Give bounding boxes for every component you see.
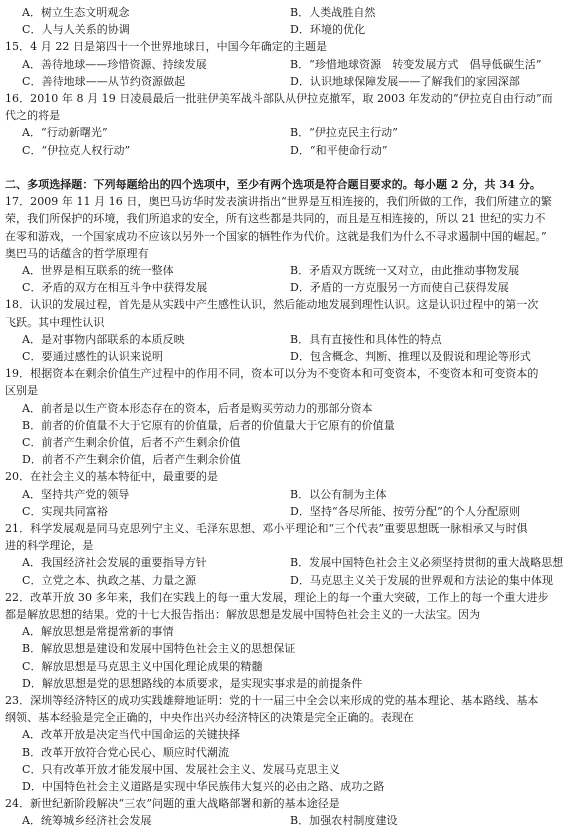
option-full: B．改革开放符合党心民心、顺应时代潮流	[22, 745, 230, 759]
option-full: C．解放思想是马克思主义中国化理论成果的精髓	[22, 659, 263, 673]
text-line	[0, 726, 580, 744]
option-left: C．善待地球——从节约资源做起	[22, 74, 186, 88]
option-right: D．马克思主义关于发展的世界观和方法论的集中体现	[290, 573, 554, 587]
question-continuation: 代之的将是	[5, 109, 61, 123]
text-line	[0, 812, 580, 830]
text-line	[0, 124, 580, 142]
text-line	[0, 176, 580, 194]
text-line	[0, 107, 580, 125]
option-left: A．是对事物内部联系的本质反映	[22, 332, 185, 346]
question-continuation: 纲领、基本经验是完全正确的，中央作出兴办经济特区的决策是完全正确的。表现在	[5, 711, 414, 725]
option-right: B．“伊拉克民主行动”	[290, 126, 398, 140]
text-line	[0, 658, 580, 676]
text-line	[0, 709, 580, 727]
option-left: A．我国经济社会发展的重要指导方针	[22, 556, 207, 570]
text-line	[0, 159, 580, 177]
text-line	[0, 692, 580, 710]
option-left: A．树立生态文明观念	[22, 6, 130, 19]
text-line	[0, 778, 580, 796]
question-continuation: 进的科学理论，是	[5, 539, 94, 553]
text-line	[0, 486, 580, 504]
text-line	[0, 503, 580, 521]
option-right: B．具有直接性和具体性的特点	[290, 332, 442, 346]
question-stem: 20．在社会主义的基本特征中，最重要的是	[5, 470, 218, 484]
text-line	[0, 262, 580, 280]
text-line	[0, 38, 580, 56]
question-stem: 23．深圳等经济特区的成功实践雄辩地证明：党的十一届三中全会以来形成的党的基本理论、基本路线、基本	[5, 694, 539, 707]
text-line	[0, 365, 580, 383]
text-line	[0, 675, 580, 693]
text-line	[0, 434, 580, 452]
option-right: D．包含概念、判断、推理以及假说和理论等形式	[290, 350, 531, 363]
option-full: B．解放思想是建设和发展中国特色社会主义的思想保证	[22, 642, 296, 656]
question-continuation: 飞跃。其中理性认识	[5, 315, 105, 329]
option-right: B．矛盾双方既统一又对立，由此推动事物发展	[290, 264, 520, 277]
text-line	[0, 21, 580, 39]
text-line	[0, 90, 580, 108]
option-full: D．前者不产生剩余价值，后者产生剩余价值	[22, 453, 241, 467]
question-stem: 22．改革开放 30 多年来，我们在实践上的每一重大发展，理论上的每一个重大突破，工作上的每一个重大进步	[5, 590, 549, 604]
text-line	[0, 468, 580, 486]
option-left: A．坚持共产党的领导	[22, 487, 130, 501]
text-line	[0, 73, 580, 91]
option-right: B．加强农村制度建设	[290, 814, 398, 828]
question-continuation: 奥巴马的话蕴含的哲学原理有	[5, 246, 149, 260]
question-stem: 21．科学发展观是同马克思列宁主义、毛泽东思想、邓小平理论和“三个代表”重要思想既一脉相承又与时俱	[5, 522, 528, 535]
question-stem: 15．4 月 22 日是第四十一个世界地球日，中国今年确定的主题是	[5, 40, 328, 54]
text-line	[0, 537, 580, 555]
option-left: A．“行动新曙光”	[22, 126, 108, 140]
option-left: A．善待地球——珍惜资源、持续发展	[22, 57, 207, 71]
text-line	[0, 331, 580, 349]
text-line	[0, 554, 580, 572]
text-line	[0, 761, 580, 779]
text-line	[0, 451, 580, 469]
text-line	[0, 382, 580, 400]
option-right: B．“珍惜地球资源 转变发展方式 倡导低碳生活”	[290, 57, 542, 71]
section-heading: 二、多项选择题：下列每题给出的四个选项中，至少有两个选项是符合题目要求的。每小题 2 分，共 34 分。	[5, 178, 541, 191]
text-line	[0, 744, 580, 762]
text-line	[0, 400, 580, 418]
question-continuation: 区别是	[5, 384, 39, 398]
option-full: D．解放思想是党的思想路线的本质要求，是实现实事求是的前提条件	[22, 676, 363, 690]
option-full: C．前者产生剩余价值，后者不产生剩余价值	[22, 436, 241, 449]
question-stem: 19．根据资本在剩余价值生产过程中的作用不同，资本可以分为不变资本和可变资本，不变资本和可变资本的	[5, 367, 539, 381]
text-line	[0, 210, 580, 228]
text-line	[0, 296, 580, 314]
option-left: A．统筹城乡经济社会发展	[22, 814, 152, 828]
option-full: A．改革开放是决定当代中国命运的关键抉择	[22, 728, 240, 742]
question-stem: 24．新世纪新阶段解决“三农”问题的重大战略部署和新的基本途径是	[5, 797, 340, 811]
option-left: A．世界是相互联系的统一整体	[22, 264, 174, 277]
option-right: D．环境的优化	[290, 23, 366, 37]
text-line	[0, 245, 580, 263]
option-right: B．以公有制为主体	[290, 487, 387, 501]
option-right: D．矛盾的一方克服另一方而使自己获得发展	[290, 281, 509, 295]
text-line	[0, 520, 580, 538]
question-stem: 17．2009 年 11 月 16 日，奥巴马访华时发表演讲指出“世界是互相连接的，我们所做的工作，我们所建立的繁	[5, 195, 552, 209]
text-line	[0, 348, 580, 366]
text-line	[0, 228, 580, 246]
option-full: C．只有改革开放才能发展中国、发展社会主义、发展马克思主义	[22, 762, 340, 776]
option-right: D．认识地球保障发展——了解我们的家园深部	[290, 74, 520, 88]
option-full: B．前者的价值量不大于它原有的价值量，后者的价值量大于它原有的价值量	[22, 418, 395, 432]
option-full: A．前者是以生产资本形态存在的资本，后者是购买劳动力的那部分资本	[22, 401, 373, 415]
text-line	[0, 623, 580, 641]
option-left: C．立党之本、执政之基、力量之源	[22, 573, 197, 587]
option-full: D．中国特色社会主义道路是实现中华民族伟大复兴的必由之路、成功之路	[22, 780, 385, 793]
text-line	[0, 193, 580, 211]
text-line	[0, 640, 580, 658]
option-right: B．人类战胜自然	[290, 6, 376, 19]
option-right: B．发展中国特色社会主义必须坚持贯彻的重大战略思想	[290, 556, 564, 570]
text-line	[0, 606, 580, 624]
option-left: C．要通过感性的认识来说明	[22, 350, 164, 363]
text-line	[0, 417, 580, 435]
question-continuation: 荣，我们所保护的环境，我们所追求的安全，所有这些都是共同的，而且是互相连接的，所以 21 世纪的实力不	[5, 212, 546, 226]
text-line	[0, 142, 580, 160]
option-left: C．“伊拉克人权行动”	[22, 143, 131, 157]
text-line	[0, 589, 580, 607]
text-line	[0, 795, 580, 813]
option-left: C．矛盾的双方在相互斗争中获得发展	[22, 281, 208, 295]
option-left: C．实现共同富裕	[22, 504, 108, 518]
question-stem: 16．2010 年 8 月 19 日凌晨最后一批驻伊美军战斗部队从伊拉克撤军，取 2003 年发动的“伊拉克自由行动”而	[5, 92, 553, 105]
question-continuation: 在零和游戏，一个国家成功不应该以另外一个国家的牺牲作为代价。这就是我们为什么不寻求遏制中国的崛起。”	[5, 229, 547, 243]
text-line	[0, 279, 580, 297]
option-right: D．坚持“各尽所能、按劳分配”的个人分配原则	[290, 504, 521, 518]
option-left: C．人与人关系的协调	[22, 23, 130, 37]
question-stem: 18．认识的发展过程，首先是从实践中产生感性认识，然后能动地发展到理性认识。这是认识过程中的第一次	[5, 298, 539, 312]
text-line	[0, 572, 580, 590]
text-line	[0, 314, 580, 332]
text-line	[0, 56, 580, 74]
option-full: A．解放思想是常提常新的事情	[22, 625, 174, 639]
question-continuation: 都是解放思想的结果。党的十七大报告指出：解放思想是发展中国特色社会主义的一大法宝。因为	[5, 608, 481, 621]
text-line	[0, 4, 580, 22]
option-right: D．“和平使命行动”	[290, 143, 388, 157]
